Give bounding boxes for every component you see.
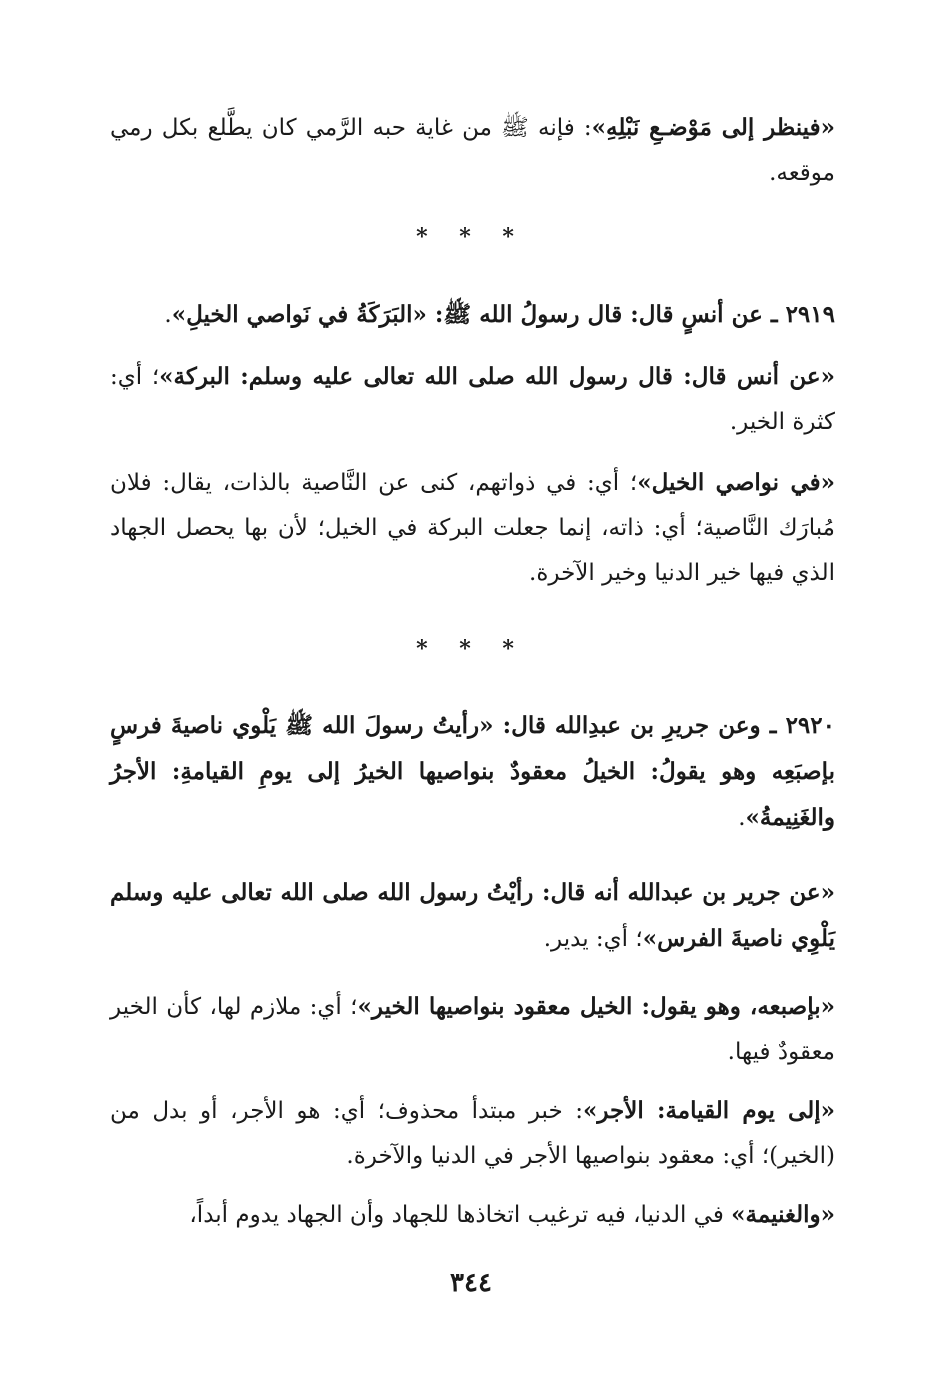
commentary-paragraph [110, 870, 835, 962]
section-separator: * * * [416, 636, 526, 662]
commentary-paragraph [110, 354, 835, 445]
commentary-paragraph [110, 984, 835, 1075]
explanation-text: ؛ أي: يدير. [543, 926, 643, 952]
hadith-text: ٢٩٢٠ ـ وعن جريرِ بن عبدِالله قال: «رأيتُ رسولَ الله ﷺ يَلْوي ناصيةَ فرسٍ بإصبَعِه وهو يقولُ: الخيلُ معقودٌ بنواصيها الخيرُ إلى يومِ القيامةِ: الأجرُ والغَنِيمةُ» [110, 712, 835, 831]
hadith-end: . [738, 805, 746, 831]
quoted-text: «عن أنس قال: قال رسول الله صلى الله تعالى عليه وسلم: البركة» [159, 363, 835, 390]
page-number: ٣٤٤ [450, 1268, 492, 1298]
quoted-text: «عن جرير بن عبدالله أنه قال: رأيْتُ رسول الله صلى الله تعالى عليه وسلم يَلْوِي ناصيةَ الفرس» [110, 879, 835, 952]
explanation-text: : خبر مبتدأ محذوف؛ أي: هو الأجر، أو بدل من (الخير)؛ أي: معقود بنواصيها الأجر في الدنيا والآخرة. [110, 1098, 835, 1169]
hadith-2919 [110, 292, 835, 338]
commentary-paragraph [110, 1088, 835, 1179]
section-separator: * * * [416, 224, 526, 250]
explanation-text: ؛ أي: كثرة الخير. [110, 364, 835, 435]
quoted-text: «إلى يوم القيامة: الأجر» [582, 1097, 836, 1124]
quoted-text: «بإصبعه، وهو يقول: الخيل معقود بنواصيها الخير» [357, 993, 835, 1020]
commentary-paragraph [110, 105, 835, 196]
quoted-text: «فينظر إلى مَوْضـعِ نَبْلِهِ» [591, 114, 835, 141]
explanation-text: ؛ أي: ملازم لها، كأن الخير معقودٌ فيها. [110, 994, 835, 1065]
hadith-text: ٢٩١٩ ـ عن أنسٍ قال: قال رسولُ الله ﷺ: «البَرَكَةُ في نَواصي الخيلِ» [171, 301, 835, 328]
hadith-end: . [164, 302, 172, 328]
explanation-text: ؛ أي: في ذواتهم، كنى عن النَّاصية بالذات، يقال: فلان مُبارَك النَّاصية؛ أي: ذاته، إنما جعلت البركة في الخيل؛ لأن بها يحصل الجهاد الذي فيها خير الدنيا وخير الآخرة. [110, 470, 835, 586]
hadith-2920 [110, 703, 835, 841]
commentary-paragraph [110, 460, 835, 596]
explanation-text: : فإنه ﷺ من غاية حبه الرَّمي كان يطَّلع بكل رمي موقعه. [110, 115, 835, 186]
quoted-text: «والغنيمة» [731, 1201, 835, 1228]
commentary-paragraph [110, 1192, 835, 1238]
explanation-text: في الدنيا، فيه ترغيب اتخاذها للجهاد وأن الجهاد يدوم أبداً، [189, 1202, 732, 1228]
quoted-text: «في نواصي الخيل» [637, 469, 835, 496]
